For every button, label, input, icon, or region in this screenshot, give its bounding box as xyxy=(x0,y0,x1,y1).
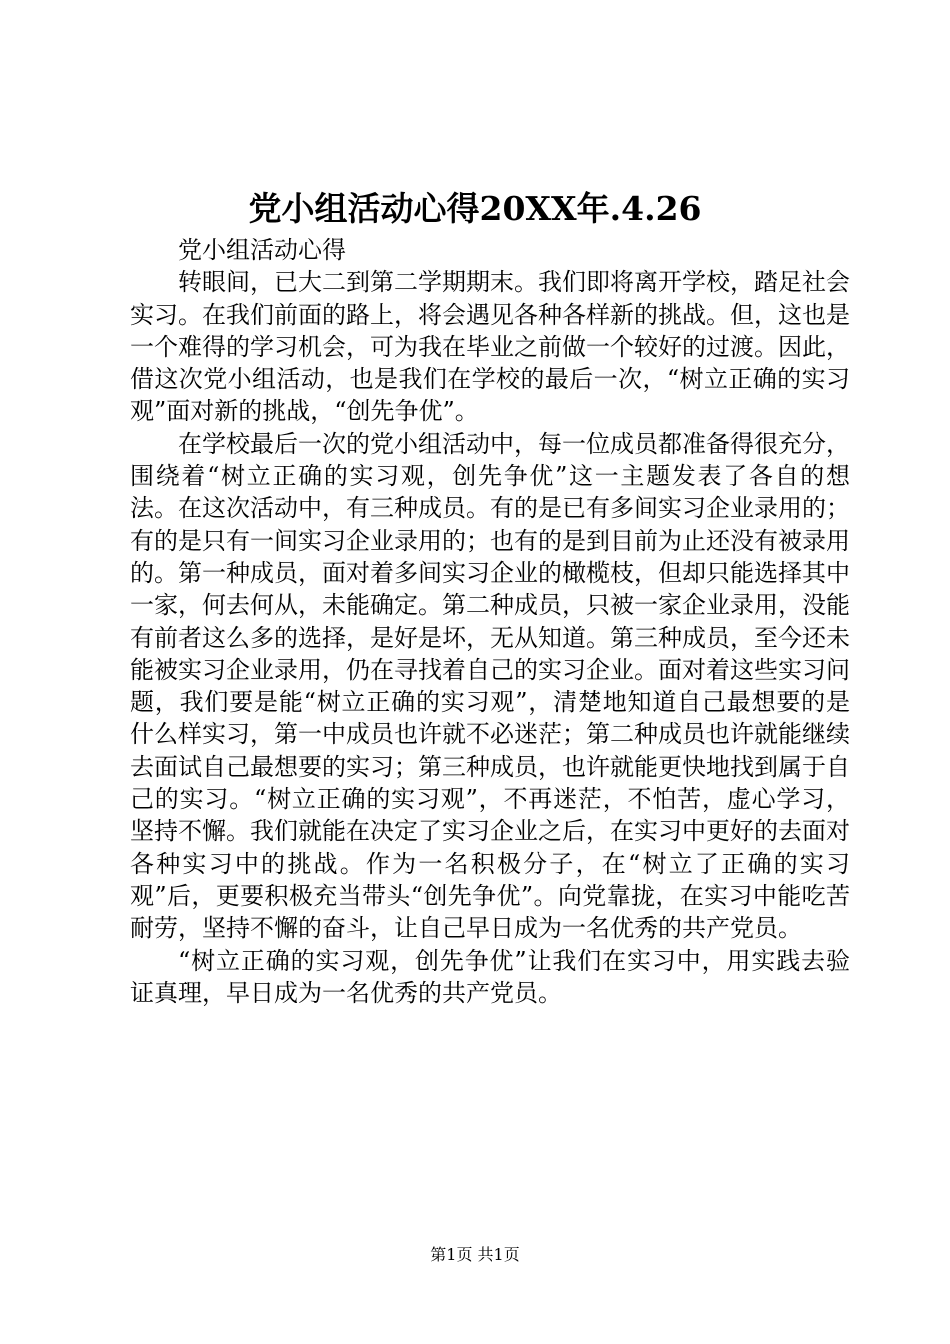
paragraph: 在学校最后一次的党小组活动中，每一位成员都准备得很充分，围绕着“树立正确的实习观，创先争优”这一主题发表了各自的想法。在这次活动中，有三种成员。有的是已有多间实习企业录用的；有的是只有一间实习企业录用的；也有的是到目前为止还没有被录用的。第一种成员，面对着多间实习企业的橄榄枝，但却只能选择其中一家，何去何从，未能确定。第二种成员，只被一家企业录用，没能有前者这么多的选择，是好是坏，无从知道。第三种成员，至今还未能被实习企业录用，仍在寻找着自己的实习企业。面对着这些实习问题，我们要是能“树立正确的实习观”，清楚地知道自己最想要的是什么样实习，第一中成员也许就不必迷茫；第二种成员也许就能继续去面试自己最想要的实习；第三种成员，也许就能更快地找到属于自己的实习。“树立正确的实习观”，不再迷茫，不怕苦，虚心学习，坚持不懈。我们就能在决定了实习企业之后，在实习中更好的去面对各种实习中的挑战。作为一名积极分子，在“树立了正确的实习观”后，更要积极充当带头“创先争优”。向党靠拢，在实习中能吃苦耐劳，坚持不懈的奋斗，让自己早日成为一名优秀的共产党员。 xyxy=(130,429,850,943)
document-title: 党小组活动心得20XX年.4.26 xyxy=(248,189,702,228)
paragraph: “树立正确的实习观，创先争优”让我们在实习中，用实践去验证真理，早日成为一名优秀的共产党员。 xyxy=(130,946,850,1007)
paragraph-heading: 党小组活动心得 xyxy=(178,236,346,264)
page-number-footer: 第1页 共1页 xyxy=(430,1245,520,1264)
paragraph: 转眼间，已大二到第二学期期末。我们即将离开学校，踏足社会实习。在我们前面的路上，将会遇见各种各样新的挑战。但，这也是一个难得的学习机会，可为我在毕业之前做一个较好的过渡。因此，借这次党小组活动，也是我们在学校的最后一次，“树立正确的实习观”面对新的挑战，“创先争优”。 xyxy=(130,268,850,426)
document-body xyxy=(130,234,850,1009)
